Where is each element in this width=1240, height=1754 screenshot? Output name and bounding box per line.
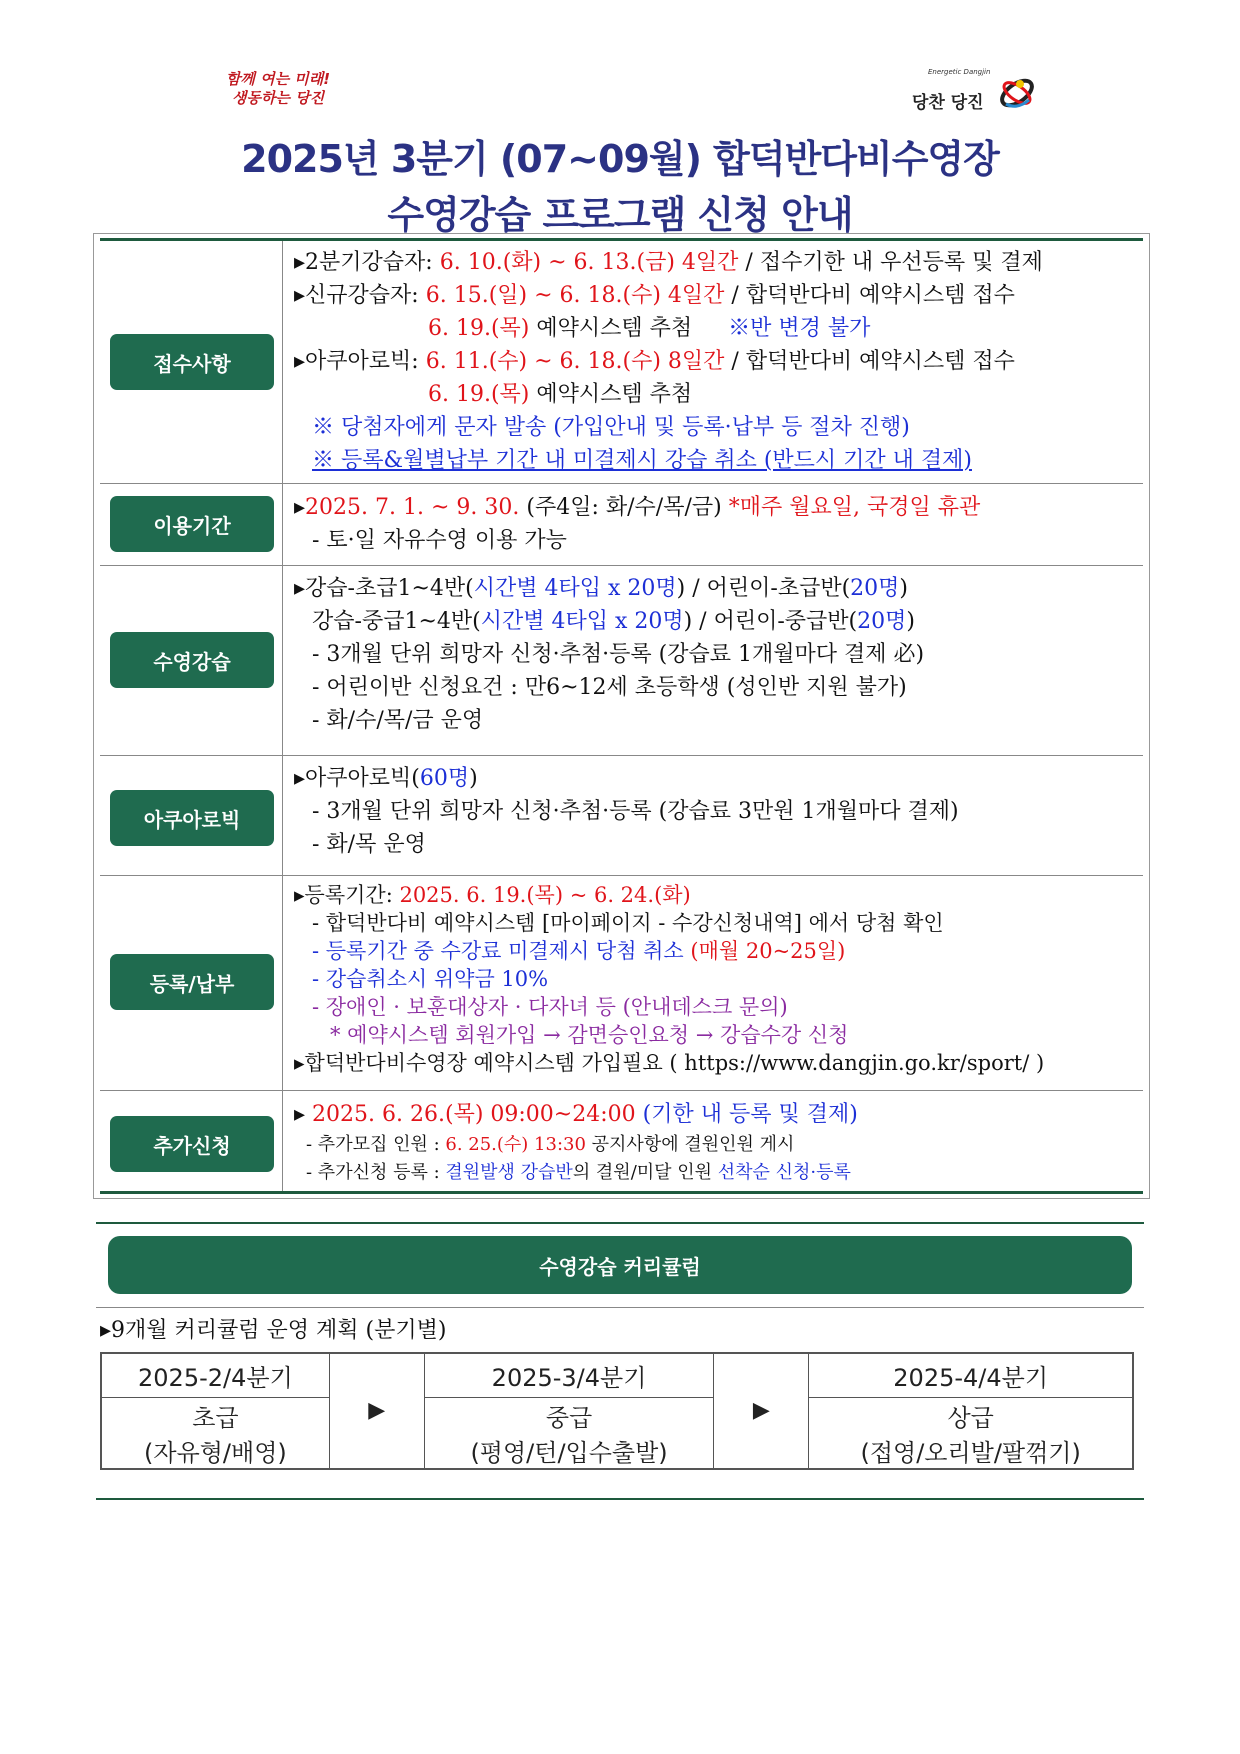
text: / 합덕반다비 예약시스템 접수: [724, 349, 1015, 374]
text: 20명: [850, 576, 900, 601]
logo-emblem-icon: [996, 70, 1038, 116]
extra-line: [294, 1131, 1141, 1159]
reception-content: [294, 246, 1141, 477]
level-cell: [101, 1397, 329, 1469]
arrow-right-icon: ▶: [714, 1353, 809, 1469]
aquarobic-line: - 3개월 단위 희망자 신청·추첨·등록 (강습료 3만원 1개월마다 결제): [312, 799, 959, 824]
level-name: 상급: [947, 1403, 994, 1432]
row-divider: [100, 483, 1143, 484]
text: 강습-초급1~4반(: [305, 576, 474, 601]
extra-content: [294, 1098, 1141, 1187]
logo-text: 당찬 당진: [912, 93, 984, 113]
aquarobic-line: - 화/목 운영: [312, 832, 426, 857]
column-divider: [282, 241, 283, 1191]
text: 결원발생 강습반: [445, 1162, 573, 1183]
reception-line: [294, 312, 1141, 345]
reception-notice: [294, 444, 1141, 477]
row-divider: [100, 565, 1143, 566]
row-divider: [100, 875, 1143, 876]
reception-line: ▸신규강습자: 6. 15.(일) ~ 6. 18.(수) 4일간 / 합덕반다비 예약시스템 접수: [294, 283, 1015, 308]
registration-content: [294, 881, 1141, 1077]
text: 아쿠아로빅:: [305, 349, 426, 374]
curriculum-heading: 수영강습 커리큘럼: [108, 1236, 1132, 1294]
slogan-line-1: 함께 여는 미래!: [225, 70, 331, 88]
extra-line: [294, 1159, 1141, 1187]
text: 시간별 4타입 x 20명: [473, 576, 677, 601]
row-divider: [100, 755, 1143, 756]
level-detail: (평영/턴/입수출발): [470, 1438, 668, 1467]
text: - 추가신청 등록 :: [306, 1162, 446, 1183]
text: ) / 어린이-초급반(: [676, 576, 851, 601]
arrow-right-icon: ▶: [329, 1353, 424, 1469]
text: 6. 10.(화) ~ 6. 13.(금) 4일간: [439, 250, 739, 275]
text: 아쿠아로빅(: [305, 766, 420, 791]
logo-subtext: Energetic Dangjin: [928, 68, 991, 76]
period-line: - 토·일 자유수영 이용 가능: [312, 528, 567, 553]
extra-line: ▸ 2025. 6. 26.(목) 09:00~24:00 (기한 내 등록 및 결제): [294, 1102, 858, 1127]
text: 6. 19.(목): [428, 316, 530, 341]
level-name: 중급: [545, 1403, 593, 1432]
text: ※반 변경 불가: [728, 316, 871, 341]
text: 2025. 6. 19.(목) ~ 6. 24.(화): [399, 883, 691, 907]
curriculum-divider: [96, 1307, 1144, 1308]
text: 6. 19.(목): [428, 382, 530, 407]
curriculum-table: [100, 1352, 1134, 1470]
text: ): [899, 576, 909, 601]
reception-notice: ※ 당첨자에게 문자 발송 (가입안내 및 등록·납부 등 절차 진행): [312, 415, 910, 440]
label-registration: 등록/납부: [110, 954, 274, 1010]
lessons-line: ▸강습-초급1~4반(시간별 4타입 x 20명) / 어린이-초급반(20명): [294, 576, 909, 601]
text: / 합덕반다비 예약시스템 접수: [724, 283, 1015, 308]
registration-line: ▸합덕반다비수영장 예약시스템 가입필요 ( https://www.dangjin.go.kr/sport/ ): [294, 1051, 1045, 1075]
registration-line: - 합덕반다비 예약시스템 [마이페이지 - 수강신청내역] 에서 당첨 확인: [312, 911, 944, 935]
period-content: [294, 491, 1141, 557]
dangjin-logo: [908, 68, 1040, 118]
page-title-line-2: 수영강습 프로그램 신청 안내: [387, 193, 853, 237]
text: 예약시스템 추첨: [529, 316, 693, 341]
period-line: ▸2025. 7. 1. ~ 9. 30. (주4일: 화/수/목/금) *매주 월요일, 국경일 휴관: [294, 495, 981, 520]
text: - 추가모집 인원 :: [306, 1134, 446, 1155]
text: ): [469, 766, 478, 791]
label-reception: 접수사항: [110, 334, 274, 390]
label-extra: 추가신청: [110, 1116, 274, 1172]
label-aquarobic: 아쿠아로빅: [110, 790, 274, 846]
level-cell: [424, 1397, 714, 1469]
text: 공지사항에 결원인원 게시: [585, 1134, 795, 1155]
aquarobic-line: ▸아쿠아로빅(60명): [294, 766, 478, 791]
text: *매주 월요일, 국경일 휴관: [728, 495, 981, 520]
registration-line: - 강습취소시 위약금 10%: [312, 967, 549, 991]
text: ) / 어린이-중급반(: [683, 609, 858, 634]
text: 60명: [419, 766, 470, 791]
label-period: 이용기간: [110, 496, 274, 552]
text: - 등록기간 중 수강료 미결제시 당첨 취소: [312, 939, 691, 963]
lessons-content: [294, 572, 1141, 737]
table-top-rule: [100, 238, 1143, 241]
curriculum-top-rule: [96, 1222, 1144, 1224]
text: 강습-중급1~4반(: [312, 609, 481, 634]
slogan: [198, 70, 358, 108]
reception-line: ▸아쿠아로빅: 6. 11.(수) ~ 6. 18.(수) 8일간 / 합덕반다비 예약시스템 접수: [294, 349, 1015, 374]
text: 2분기강습자:: [305, 250, 440, 275]
registration-line: * 예약시스템 회원가입 → 감면승인요청 → 강습수강 신청: [330, 1023, 849, 1047]
text: ※ 등록&월별납부 기간 내 미결제시 강습 취소 (반드시 기간 내 결제): [312, 448, 972, 473]
curriculum-bottom-rule: [96, 1498, 1144, 1500]
curriculum-note: ▸9개월 커리큘럼 운영 계획 (분기별): [100, 1318, 447, 1343]
info-table: [93, 233, 1150, 1199]
slogan-line-2: 생동하는 당진: [231, 89, 325, 107]
label-lessons: 수영강습: [110, 632, 274, 688]
text: ): [906, 609, 915, 634]
signup-url-text: 합덕반다비수영장 예약시스템 가입필요 ( https://www.dangjin.go.kr/sport/ ): [304, 1051, 1045, 1075]
text: 6. 25.(수) 13:30: [445, 1134, 586, 1155]
text: 의 결원/미달 인원: [572, 1162, 718, 1183]
level-detail: (자유형/배영): [144, 1438, 287, 1467]
text: 20명: [857, 609, 907, 634]
reception-line: [294, 378, 1141, 411]
lessons-line: - 화/수/목/금 운영: [312, 708, 484, 733]
row-divider: [100, 1090, 1143, 1091]
aquarobic-content: [294, 762, 1141, 861]
text: (주4일: 화/수/목/금): [519, 495, 729, 520]
page-title-line-1: 2025년 3분기 (07~09월) 합덕반다비수영장: [241, 137, 999, 181]
level-name: 초급: [192, 1403, 239, 1432]
text: (기한 내 등록 및 결제): [635, 1102, 858, 1127]
text: 등록기간:: [304, 883, 400, 907]
lessons-line: - 어린이반 신청요건 : 만6~12세 초등학생 (성인반 지원 불가): [312, 675, 907, 700]
text: 2025. 7. 1. ~ 9. 30.: [305, 495, 520, 520]
text: 6. 11.(수) ~ 6. 18.(수) 8일간: [425, 349, 725, 374]
text: 예약시스템 추첨: [529, 382, 693, 407]
table-bottom-rule: [100, 1191, 1143, 1194]
registration-line: ▸등록기간: 2025. 6. 19.(목) ~ 6. 24.(화): [294, 883, 691, 907]
registration-line: [294, 937, 1141, 965]
text: 9개월 커리큘럼 운영 계획 (분기별): [111, 1318, 447, 1343]
quarter-cell: 2025-4/4분기: [809, 1353, 1133, 1397]
reception-line: ▸2분기강습자: 6. 10.(화) ~ 6. 13.(금) 4일간 / 접수기한 내 우선등록 및 결제: [294, 250, 1043, 275]
text: / 접수기한 내 우선등록 및 결제: [738, 250, 1043, 275]
level-cell: [809, 1397, 1133, 1469]
text: 2025. 6. 26.(목) 09:00~24:00: [312, 1102, 636, 1127]
registration-line: - 장애인 · 보훈대상자 · 다자녀 등 (안내데스크 문의): [312, 995, 788, 1019]
quarter-cell: 2025-2/4분기: [101, 1353, 329, 1397]
level-detail: (접영/오리발/팔꺾기): [860, 1438, 1081, 1467]
text: 신규강습자:: [305, 283, 426, 308]
text: (매월 20~25일): [690, 939, 846, 963]
lessons-line: - 3개월 단위 희망자 신청·추첨·등록 (강습료 1개월마다 결제 必): [312, 642, 925, 667]
quarter-cell: 2025-3/4분기: [424, 1353, 714, 1397]
lessons-line: [294, 605, 1141, 638]
text: 선착순 신청·등록: [717, 1162, 851, 1183]
text: 6. 15.(일) ~ 6. 18.(수) 4일간: [425, 283, 725, 308]
text: 시간별 4타입 x 20명: [480, 609, 684, 634]
